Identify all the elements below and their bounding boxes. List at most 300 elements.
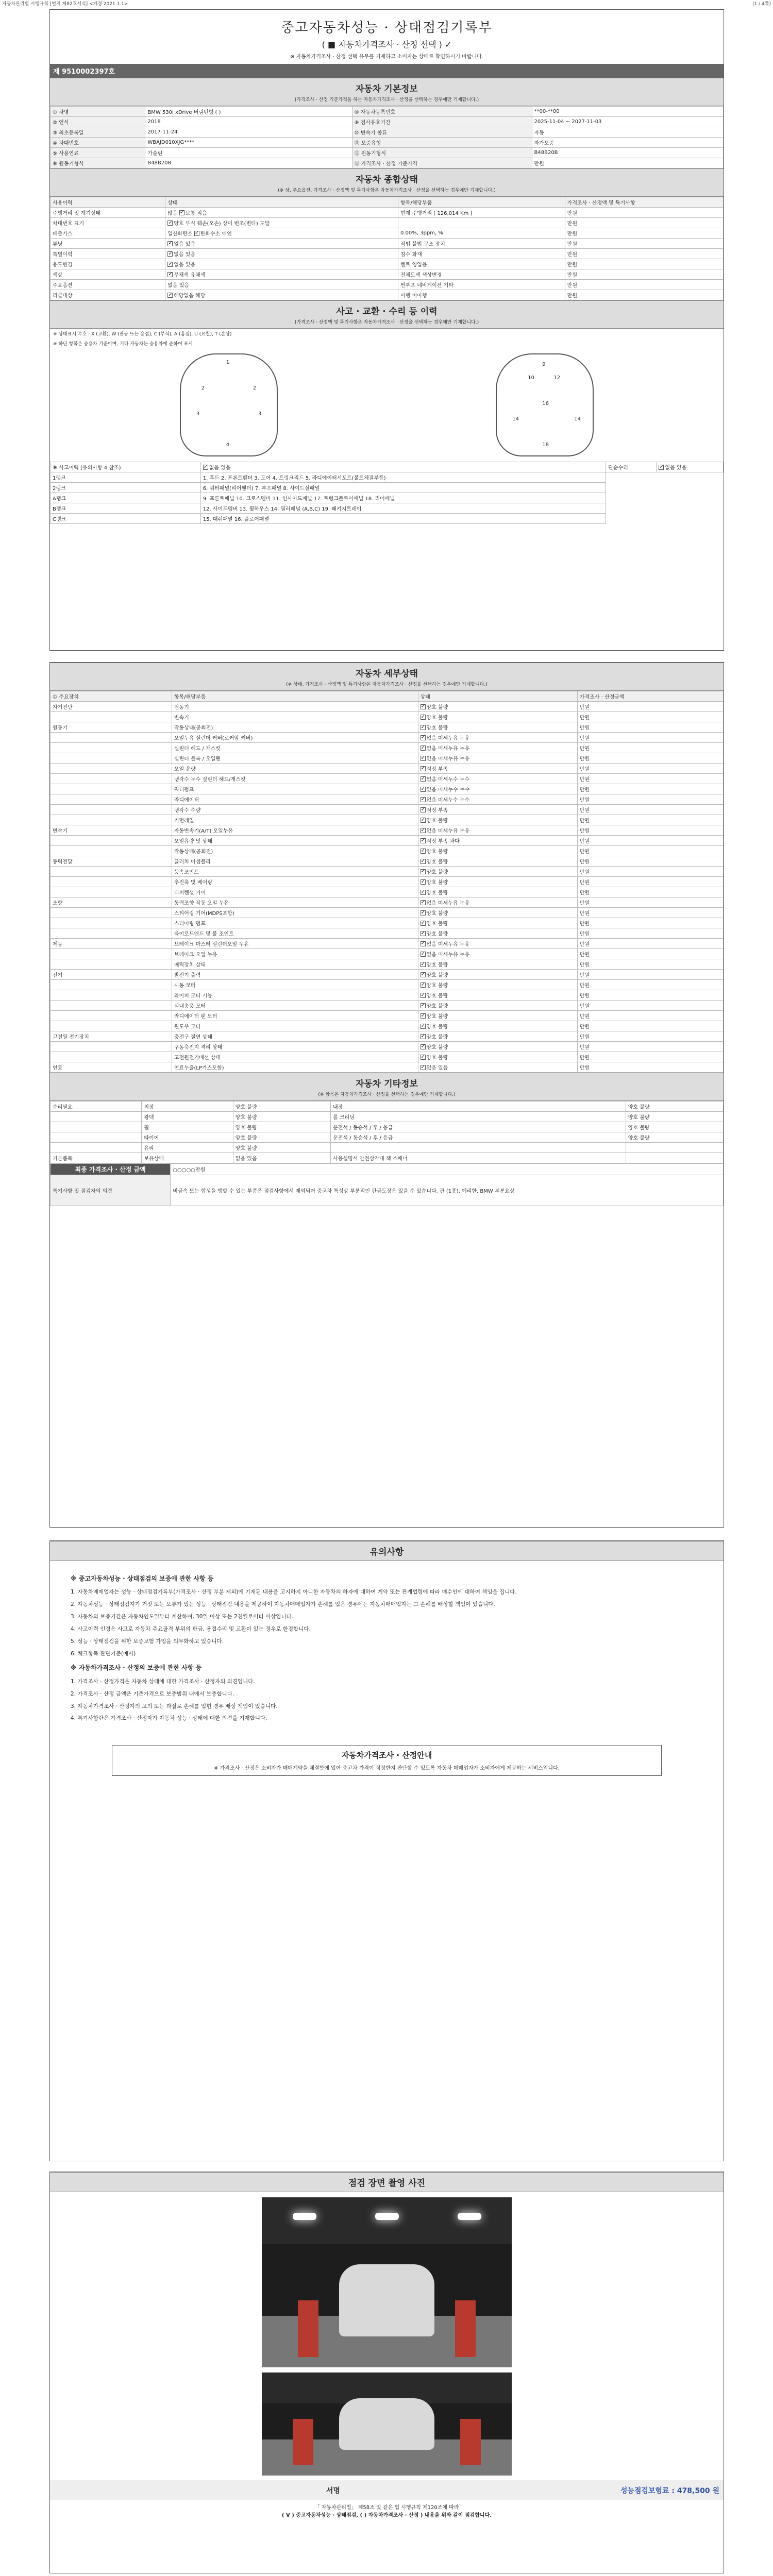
detail-cell [51, 949, 172, 959]
warn-item-2: 3. 자동차가격조사 · 산정자의 고의 또는 과실로 손해를 입힌 경우 배상 책임이 있습니다. [71, 1703, 278, 1709]
detail-cell [51, 743, 172, 753]
other-cell: 양호 불량 [233, 1132, 330, 1143]
detail-cell: ✓ 양호 불량 [418, 928, 577, 939]
table-row [51, 990, 724, 1001]
table-row [51, 1011, 724, 1021]
detail-table [50, 691, 724, 1073]
detail-cell: 만원 [577, 805, 723, 815]
warn-item: 1. 자동차매매업자는 성능 · 상태점검기록부(가격조사 · 산정 부분 제외)에 기재된 내용을 고지하지 아니한 자동차의 하자에 대하여 계약 또는 관계법령에 따라 매수인에 대하여 책임을 집니다. [71, 1589, 517, 1596]
accident-cell: C랭크 [51, 514, 201, 524]
detail-cell: 실린더 블록 / 오일팬 [172, 753, 418, 764]
detail-cell: 디퍼렌셜 기어 [172, 887, 418, 897]
detail-cell [51, 846, 172, 856]
detail-cell: 만원 [577, 722, 723, 733]
inspection-photo-1 [262, 2197, 512, 2367]
summary-cell: 색상 [51, 269, 165, 280]
checkbox-checked [421, 818, 426, 823]
detail-cell: 자동변속기(A/T) 오일누유 [172, 825, 418, 836]
detail-cell: 실린더 헤드 / 개스킷 [172, 743, 418, 753]
summary-cell: 현재 주행거리 [ 126,014 Km ] [398, 208, 565, 218]
detail-cell [51, 764, 172, 774]
checkbox-checked [421, 972, 426, 977]
table-row [51, 1132, 724, 1143]
checkbox-checked [421, 859, 426, 864]
table-row [51, 1112, 724, 1122]
detail-cell: ✓ 적정 부족 과다 [418, 836, 577, 846]
table-row [51, 939, 724, 949]
detail-cell: ✓ 양호 불량 [418, 702, 577, 712]
detail-cell: ✓ 없음 미세누유 누유 [418, 733, 577, 743]
table-row [51, 949, 724, 959]
detail-cell: 만원 [577, 1042, 723, 1052]
detail-cell: ✓ 양호 불량 [418, 815, 577, 825]
detail-cell: 워터펌프 [172, 784, 418, 794]
summary-cell: 썬루프 네비게이션 기타 [398, 280, 565, 290]
detail-cell [51, 805, 172, 815]
other-cell: 양호 불량 [626, 1112, 723, 1122]
basic-cell: 자가보증 [532, 138, 723, 148]
detail-cell: 스티어링 펌프 [172, 918, 418, 928]
table-row [51, 908, 724, 918]
table-row [51, 836, 724, 846]
car-diagram [50, 348, 724, 462]
warn-item-2: 2. 가격조사 · 산정 금액은 기준가격으로 보증범위 내에서 보증합니다. [71, 1690, 234, 1697]
detail-cell: 만원 [577, 897, 723, 908]
sign-label: 서명 [326, 2487, 340, 2495]
checkbox-checked [421, 715, 426, 720]
signature-row [50, 2481, 724, 2500]
detail-cell: 변속기 [51, 825, 172, 836]
checkbox-checked [421, 1065, 426, 1070]
detail-cell: 클러치 어셈블리 [172, 856, 418, 867]
detail-cell: 만원 [577, 825, 723, 836]
summary-cell: 적법 불법 구조 장치 [398, 239, 565, 249]
other-cell [331, 1143, 626, 1153]
table-row [51, 753, 724, 764]
checkbox-checked [167, 272, 173, 277]
detail-cell: ✓ 양호 불량 [418, 1052, 577, 1062]
other-cell [51, 1132, 142, 1143]
checkbox-checked [421, 879, 426, 885]
detail-cell: 만원 [577, 753, 723, 764]
checkbox-checked [421, 756, 426, 761]
table-row [51, 887, 724, 897]
detail-cell: 만원 [577, 980, 723, 990]
detail-cell: 만원 [577, 1031, 723, 1042]
accident-cell: ✓ 없음 있음 [657, 462, 724, 472]
table-row [51, 867, 724, 877]
detail-cell: 만원 [577, 990, 723, 1001]
summary-cell: 차대번호 표기 [51, 218, 165, 228]
detail-cell [51, 959, 172, 970]
doc-number: 제 9510002397호 [50, 64, 724, 78]
page-indicator: (1 / 4쪽) [752, 2, 771, 7]
detail-cell: ✓ 양호 불량 [418, 970, 577, 980]
other-cell: 양호 불량 [233, 1143, 330, 1153]
other-cell: 보유상태 [142, 1153, 233, 1163]
detail-cell [51, 1011, 172, 1021]
other-cell [51, 1143, 142, 1153]
table-row [51, 918, 724, 928]
table-row [51, 462, 724, 472]
detail-cell: 만원 [577, 743, 723, 753]
detail-cell [51, 1052, 172, 1062]
detail-cell [51, 784, 172, 794]
table-row [51, 825, 724, 836]
basic-cell: 2018 [145, 117, 352, 127]
summary-cell: 전체도색 색상변경 [398, 269, 565, 280]
table-row [51, 483, 724, 493]
summary-header: 항목/해당부품 [398, 197, 565, 208]
detail-cell: 조향 [51, 897, 172, 908]
detail-cell: 제동 [51, 939, 172, 949]
warn-item: 3. 자동차의 보증기간은 자동차인도일부터 계산하며, 30일 이상 또는 2천킬로미터 이상입니다. [71, 1614, 293, 1620]
detail-cell [51, 908, 172, 918]
summary-cell: 만원 [565, 218, 723, 228]
car-outline-front: 1 2 2 3 3 4 [180, 353, 278, 456]
detail-cell: 만원 [577, 1062, 723, 1073]
detail-cell: 만원 [577, 702, 723, 712]
detail-cell: ✓ 양호 불량 [418, 1001, 577, 1011]
summary-cell: 0.00%, 3ppm, % [398, 228, 565, 239]
detail-cell: ✓ 양호 불량 [418, 990, 577, 1001]
detail-header: 항목/해당부품 [172, 691, 418, 702]
warn-item: 4. 사고이력 인정은 사고로 자동차 주요골격 부위의 판금, 용접수리 및 교환이 있는 경우로 한정합니다. [71, 1625, 311, 1632]
other-cell: 기본품목 [51, 1153, 142, 1163]
checkbox-checked [421, 982, 426, 988]
other-cell: 운전석 / 동승석 / 후 / 응급 [331, 1132, 626, 1143]
basic-cell: ⑬ 가격조사 · 산정 기준가격 [352, 158, 532, 168]
detail-cell: ✓ 적정 부족 [418, 764, 577, 774]
other-cell [626, 1153, 723, 1163]
detail-cell: 배력장치 상태 [172, 959, 418, 970]
checkbox-checked [421, 1024, 426, 1029]
warn-item: 2. 자동차성능 · 상태점검자가 거짓 또는 오류가 있는 성능 · 상태점검 내용을 제공하여 자동차매매업자가 손해를 입은 경우에는 자동차매매업자는 그 손해를 배상할 책임이 있습니다. [71, 1601, 495, 1608]
table-row [51, 856, 724, 867]
table-row [51, 290, 724, 300]
accident-cell: 9. 프론트패널 10. 크로스멤버 11. 인사이드패널 17. 트렁크플로어패널 18. 리어패널 [200, 493, 606, 503]
summary-cell: ✓ 없음 있음 [165, 259, 398, 269]
table-row [51, 712, 724, 722]
detail-cell: 만원 [577, 774, 723, 784]
other-cell: 양호 불량 [233, 1112, 330, 1122]
detail-cell: ✓ 적정 부족 [418, 805, 577, 815]
basic-cell: ⑥ 원동기형식 [51, 158, 145, 168]
checkbox-checked [421, 849, 426, 854]
detail-cell: ✓ 없음 있음 [418, 1062, 577, 1073]
detail-cell: 원동기 [172, 702, 418, 712]
detail-cell: 구동축전지 격리 상태 [172, 1042, 418, 1052]
detail-cell: 자기진단 [51, 702, 172, 712]
detail-cell: 오일유량 및 상태 [172, 836, 418, 846]
accident-cell: A랭크 [51, 493, 201, 503]
detail-cell [51, 733, 172, 743]
checkbox-checked [167, 241, 173, 246]
detail-cell: 브레이크 오일 누유 [172, 949, 418, 959]
detail-cell: ✓ 없음 미세누수 누수 [418, 774, 577, 784]
basic-cell: ④ 차대번호 [51, 138, 145, 148]
detail-cell: 오일 유량 [172, 764, 418, 774]
basic-cell: ⑧ 자동차등록번호 [352, 107, 532, 117]
detail-header: ① 주요장치 [51, 691, 172, 702]
checkbox-checked [194, 231, 199, 236]
table-row [51, 733, 724, 743]
basic-cell: ① 차명 [51, 107, 145, 117]
basic-cell: **00-**00 [532, 107, 723, 117]
summary-cell: 렌트 영업용 [398, 259, 565, 269]
detail-cell [51, 1042, 172, 1052]
checkbox-checked [421, 735, 426, 740]
detail-cell: ✓ 양호 불량 [418, 887, 577, 897]
summary-cell: ✓ 양호 부식 훼손(오손) 상이 변조(변타) 도말 [165, 218, 398, 228]
checkbox-checked [421, 1055, 426, 1060]
table-row [51, 239, 724, 249]
basic-cell: 2017-11-24 [145, 127, 352, 138]
detail-cell [51, 774, 172, 784]
warn-item: 5. 성능 · 상태점검을 위한 보증보험 가입을 의무화하고 있습니다. [71, 1638, 224, 1645]
basic-cell: ⑩ 변속기 종류 [352, 127, 532, 138]
accident-cell: 1랭크 [51, 472, 201, 483]
detail-cell: 만원 [577, 815, 723, 825]
detail-cell: 만원 [577, 949, 723, 959]
table-row [51, 897, 724, 908]
table-row [51, 138, 724, 148]
detail-cell: ✓ 양호 불량 [418, 846, 577, 856]
final-price-label: 최종 가격조사 · 산정 금액 [51, 1164, 171, 1175]
detail-cell: ✓ 양호 불량 [418, 867, 577, 877]
detail-cell: ✓ 양호 불량 [418, 856, 577, 867]
checkbox-checked [421, 962, 426, 967]
checkbox-checked [421, 766, 426, 771]
summary-cell: ✓ 무채색 유채색 [165, 269, 398, 280]
table-row [51, 722, 724, 733]
page-3 [49, 1540, 724, 2161]
basic-table [50, 106, 724, 168]
detail-cell [51, 980, 172, 990]
warn-item-2: 4. 특기사항란은 가격조사 · 산정자가 자동차 성능 · 상태에 대한 의견을 기재합니다. [71, 1715, 267, 1722]
checkbox-checked [167, 262, 173, 267]
basic-section-header: 자동차 기본정보 (가격조사 · 산정 기준가격을 하는 자동차가격조사 · 산정을 선택하는 경우에만 기재합니다.) [50, 78, 724, 106]
table-row [51, 980, 724, 990]
other-cell: 운전석 / 동승석 / 후 / 응급 [331, 1122, 626, 1132]
checkbox-checked [421, 931, 426, 936]
detail-cell: 고전원 전기장치 [51, 1031, 172, 1042]
page-2 [49, 662, 724, 1528]
other-cell: 휠 [142, 1122, 233, 1132]
detail-cell: 실내송풍 모터 [172, 1001, 418, 1011]
detail-header: 가격조사 · 산정금액 [577, 691, 723, 702]
detail-cell: 추진축 및 베어링 [172, 877, 418, 887]
summary-cell [398, 218, 565, 228]
summary-cell: 만원 [565, 269, 723, 280]
detail-cell: ✓ 양호 불량 [418, 1021, 577, 1031]
other-cell [626, 1143, 723, 1153]
other-section-header: 자동차 기타정보 (※ 항목은 자동차가격조사 · 산정을 선택하는 경우에만 기재합니다.) [50, 1073, 724, 1101]
table-row [51, 784, 724, 794]
checkbox-checked [659, 465, 664, 470]
other-table [50, 1101, 724, 1163]
summary-header: 가격조사 · 산정액 및 특기사항 [565, 197, 723, 208]
summary-cell: 이행 미이행 [398, 290, 565, 300]
accident-cell: ✓ 없음 있음 [200, 462, 606, 472]
summary-cell: 특별이력 [51, 249, 165, 259]
summary-cell: 만원 [565, 280, 723, 290]
detail-cell: 냉각수 수량 [172, 805, 418, 815]
detail-cell: 만원 [577, 794, 723, 805]
page-1 [49, 9, 724, 651]
photo-section-header: 점검 장면 촬영 사진 [50, 2172, 724, 2192]
page-4 [49, 2172, 724, 2573]
checkbox-checked [421, 993, 426, 998]
checkbox-checked [167, 293, 173, 298]
summary-cell: ✓ 없음 있음 [165, 239, 398, 249]
checkbox-checked [421, 797, 426, 802]
detail-cell: 원동기 [51, 722, 172, 733]
detail-cell: 고전원전기배선 상태 [172, 1052, 418, 1062]
detail-cell: ✓ 양호 불량 [418, 959, 577, 970]
table-row [51, 774, 724, 784]
detail-cell: 작동상태(공회전) [172, 722, 418, 733]
detail-cell: ✓ 없음 미세누유 누유 [418, 949, 577, 959]
table-row [51, 1143, 724, 1153]
summary-section-header: 자동차 종합상태 (※ 상, 주요옵션, 가격조사 · 산정액 및 특기사항은 자동차가격조사 · 산정을 선택하는 경우에만 기재합니다.) [50, 168, 724, 197]
detail-cell: 동력전달 [51, 856, 172, 867]
table-row [51, 846, 724, 856]
accident-cell: 1. 후드 2. 프론트휀더 3. 도어 4. 트렁크리드 5. 라디에이터서포트(볼트체결부품) [200, 472, 606, 483]
detail-cell: 등속조인트 [172, 867, 418, 877]
detail-section-header: 자동차 세부상태 (※ 상태, 가격조사 · 산정액 및 특기사항은 자동차가격조사 · 산정을 선택하는 경우에만 기재합니다.) [50, 663, 724, 691]
detail-cell [51, 887, 172, 897]
detail-cell: 만원 [577, 1001, 723, 1011]
checkbox-checked [421, 921, 426, 926]
summary-cell: 만원 [565, 290, 723, 300]
detail-cell: 충전구 절연 상태 [172, 1031, 418, 1042]
accident-table [50, 462, 724, 524]
table-row [51, 970, 724, 980]
basic-cell: ⑫ 원동기형식 [352, 148, 532, 158]
summary-cell: ✓ 없음 있음 [165, 249, 398, 259]
detail-cell: ✓ 양호 불량 [418, 722, 577, 733]
other-cell [51, 1122, 142, 1132]
detail-cell: ✓ 양호 불량 [418, 918, 577, 928]
other-cell: 광택 [142, 1112, 233, 1122]
guide-title: 자동차가격조사 · 산정안내 [341, 1751, 432, 1760]
other-cell: 룸 크리닝 [331, 1112, 626, 1122]
summary-cell: 만원 [565, 259, 723, 269]
basic-cell: ⑪ 보증유형 [352, 138, 532, 148]
summary-cell: 주행거리 및 계기상태 [51, 208, 165, 218]
table-row [51, 107, 724, 117]
detail-cell: 동력조향 작동 오일 누유 [172, 897, 418, 908]
table-row [51, 127, 724, 138]
basic-cell: B48B20B [532, 148, 723, 158]
detail-cell: 만원 [577, 856, 723, 867]
accident-legend: ※ 상태표시 부호 : X (교환), W (판금 또는 용접), C (부식), A (흠집), U (요철), T (손상) [53, 332, 232, 337]
detail-cell: 만원 [577, 712, 723, 722]
detail-cell: 윈도우 모터 [172, 1021, 418, 1031]
table-row [51, 493, 724, 503]
detail-cell: 타이로드엔드 및 볼 조인트 [172, 928, 418, 939]
table-row [51, 218, 724, 228]
guide-box [112, 1745, 662, 1776]
doc-note: ※ 자동차가격조사 · 산정 선택 유무를 기재하고 소비자는 상태로 확인하시기 바랍니다. [290, 54, 483, 60]
other-cell: 외장 [142, 1101, 233, 1112]
other-cell: 수리필요 [51, 1101, 142, 1112]
checkbox-checked [203, 465, 208, 470]
table-row [51, 1062, 724, 1073]
table-row [51, 158, 724, 168]
detail-cell: 스티어링 기어(MDPS포함) [172, 908, 418, 918]
other-cell: 양호 불량 [626, 1132, 723, 1143]
detail-cell: 만원 [577, 733, 723, 743]
detail-cell [51, 990, 172, 1001]
warn-item: 6. 체크항목 판단기준(예시) [71, 1650, 136, 1657]
other-cell [51, 1112, 142, 1122]
detail-cell [51, 918, 172, 928]
detail-cell: 만원 [577, 836, 723, 846]
detail-cell: 전기 [51, 970, 172, 980]
summary-cell: ✓ 해당없음 해당 [165, 290, 398, 300]
table-row [51, 259, 724, 269]
detail-cell: 작동상태(공회전) [172, 846, 418, 856]
table-row [51, 1122, 724, 1132]
other-cell: 내장 [331, 1101, 626, 1112]
detail-cell: 만원 [577, 908, 723, 918]
table-row [51, 1001, 724, 1011]
table-row [51, 877, 724, 887]
checkbox-checked [421, 869, 426, 874]
checkbox-checked [167, 251, 173, 257]
table-row [51, 1021, 724, 1031]
summary-cell: 주요옵션 [51, 280, 165, 290]
checkbox-checked [179, 210, 184, 215]
table-row [51, 1101, 724, 1112]
detail-cell: 만원 [577, 918, 723, 928]
footer-line-2: ( V ) 중고자동차성능 · 상태점검, ( ) 자동차가격조사 · 산정 ) 내용을 위와 같이 점검합니다. [281, 2513, 492, 2518]
detail-cell [51, 1001, 172, 1011]
detail-cell [51, 836, 172, 846]
accident-cell: ⑨ 사고이력 (유의사항 4 참조) [51, 462, 201, 472]
detail-cell: 와이퍼 모터 기능 [172, 990, 418, 1001]
doc-subtitle: ( ■ 자동차가격조사 · 산정 선택 ) ✓ [322, 40, 452, 49]
summary-header: 상태 [165, 197, 398, 208]
checkbox-checked [421, 941, 426, 946]
table-row [51, 472, 724, 483]
detail-cell [51, 867, 172, 877]
detail-cell: 만원 [577, 959, 723, 970]
basic-cell: BMW 530i xDrive 버림턴형 ( ) [145, 107, 352, 117]
detail-cell: 만원 [577, 784, 723, 794]
checkbox-checked [421, 952, 426, 957]
accident-cell: 단순수리 [606, 462, 657, 472]
detail-cell [51, 815, 172, 825]
checkbox-checked [421, 704, 426, 709]
detail-cell: ✓ 없음 미세누유 누유 [418, 939, 577, 949]
table-row [51, 503, 724, 514]
warn-heading-1: ※ 중고자동차성능 · 상태점검의 보증에 관한 사항 등 [71, 1575, 214, 1582]
footer-line-1: 「 자동차관리법」 제58조 및 같은 법 시행규칙 제120조에 따라 [314, 2505, 459, 2511]
detail-cell: 만원 [577, 928, 723, 939]
detail-cell: ✓ 없음 미세누유 누유 [418, 897, 577, 908]
table-row [51, 1042, 724, 1052]
accident-section-header: 사고 · 교환 · 수리 등 이력 (가격조사 · 산정액 및 특기사항은 자동차가격조사 · 산정을 선택하는 경우에만 기재합니다.) [50, 300, 724, 329]
table-row [51, 959, 724, 970]
detail-cell [51, 753, 172, 764]
detail-cell: ✓ 양호 불량 [418, 1042, 577, 1052]
special-label: 특기사항 및 점검자의 의견 [51, 1175, 171, 1206]
warn-section-header: 유의사항 [50, 1541, 724, 1561]
detail-cell: 오일누유 실린더 커버(로커암 커버) [172, 733, 418, 743]
